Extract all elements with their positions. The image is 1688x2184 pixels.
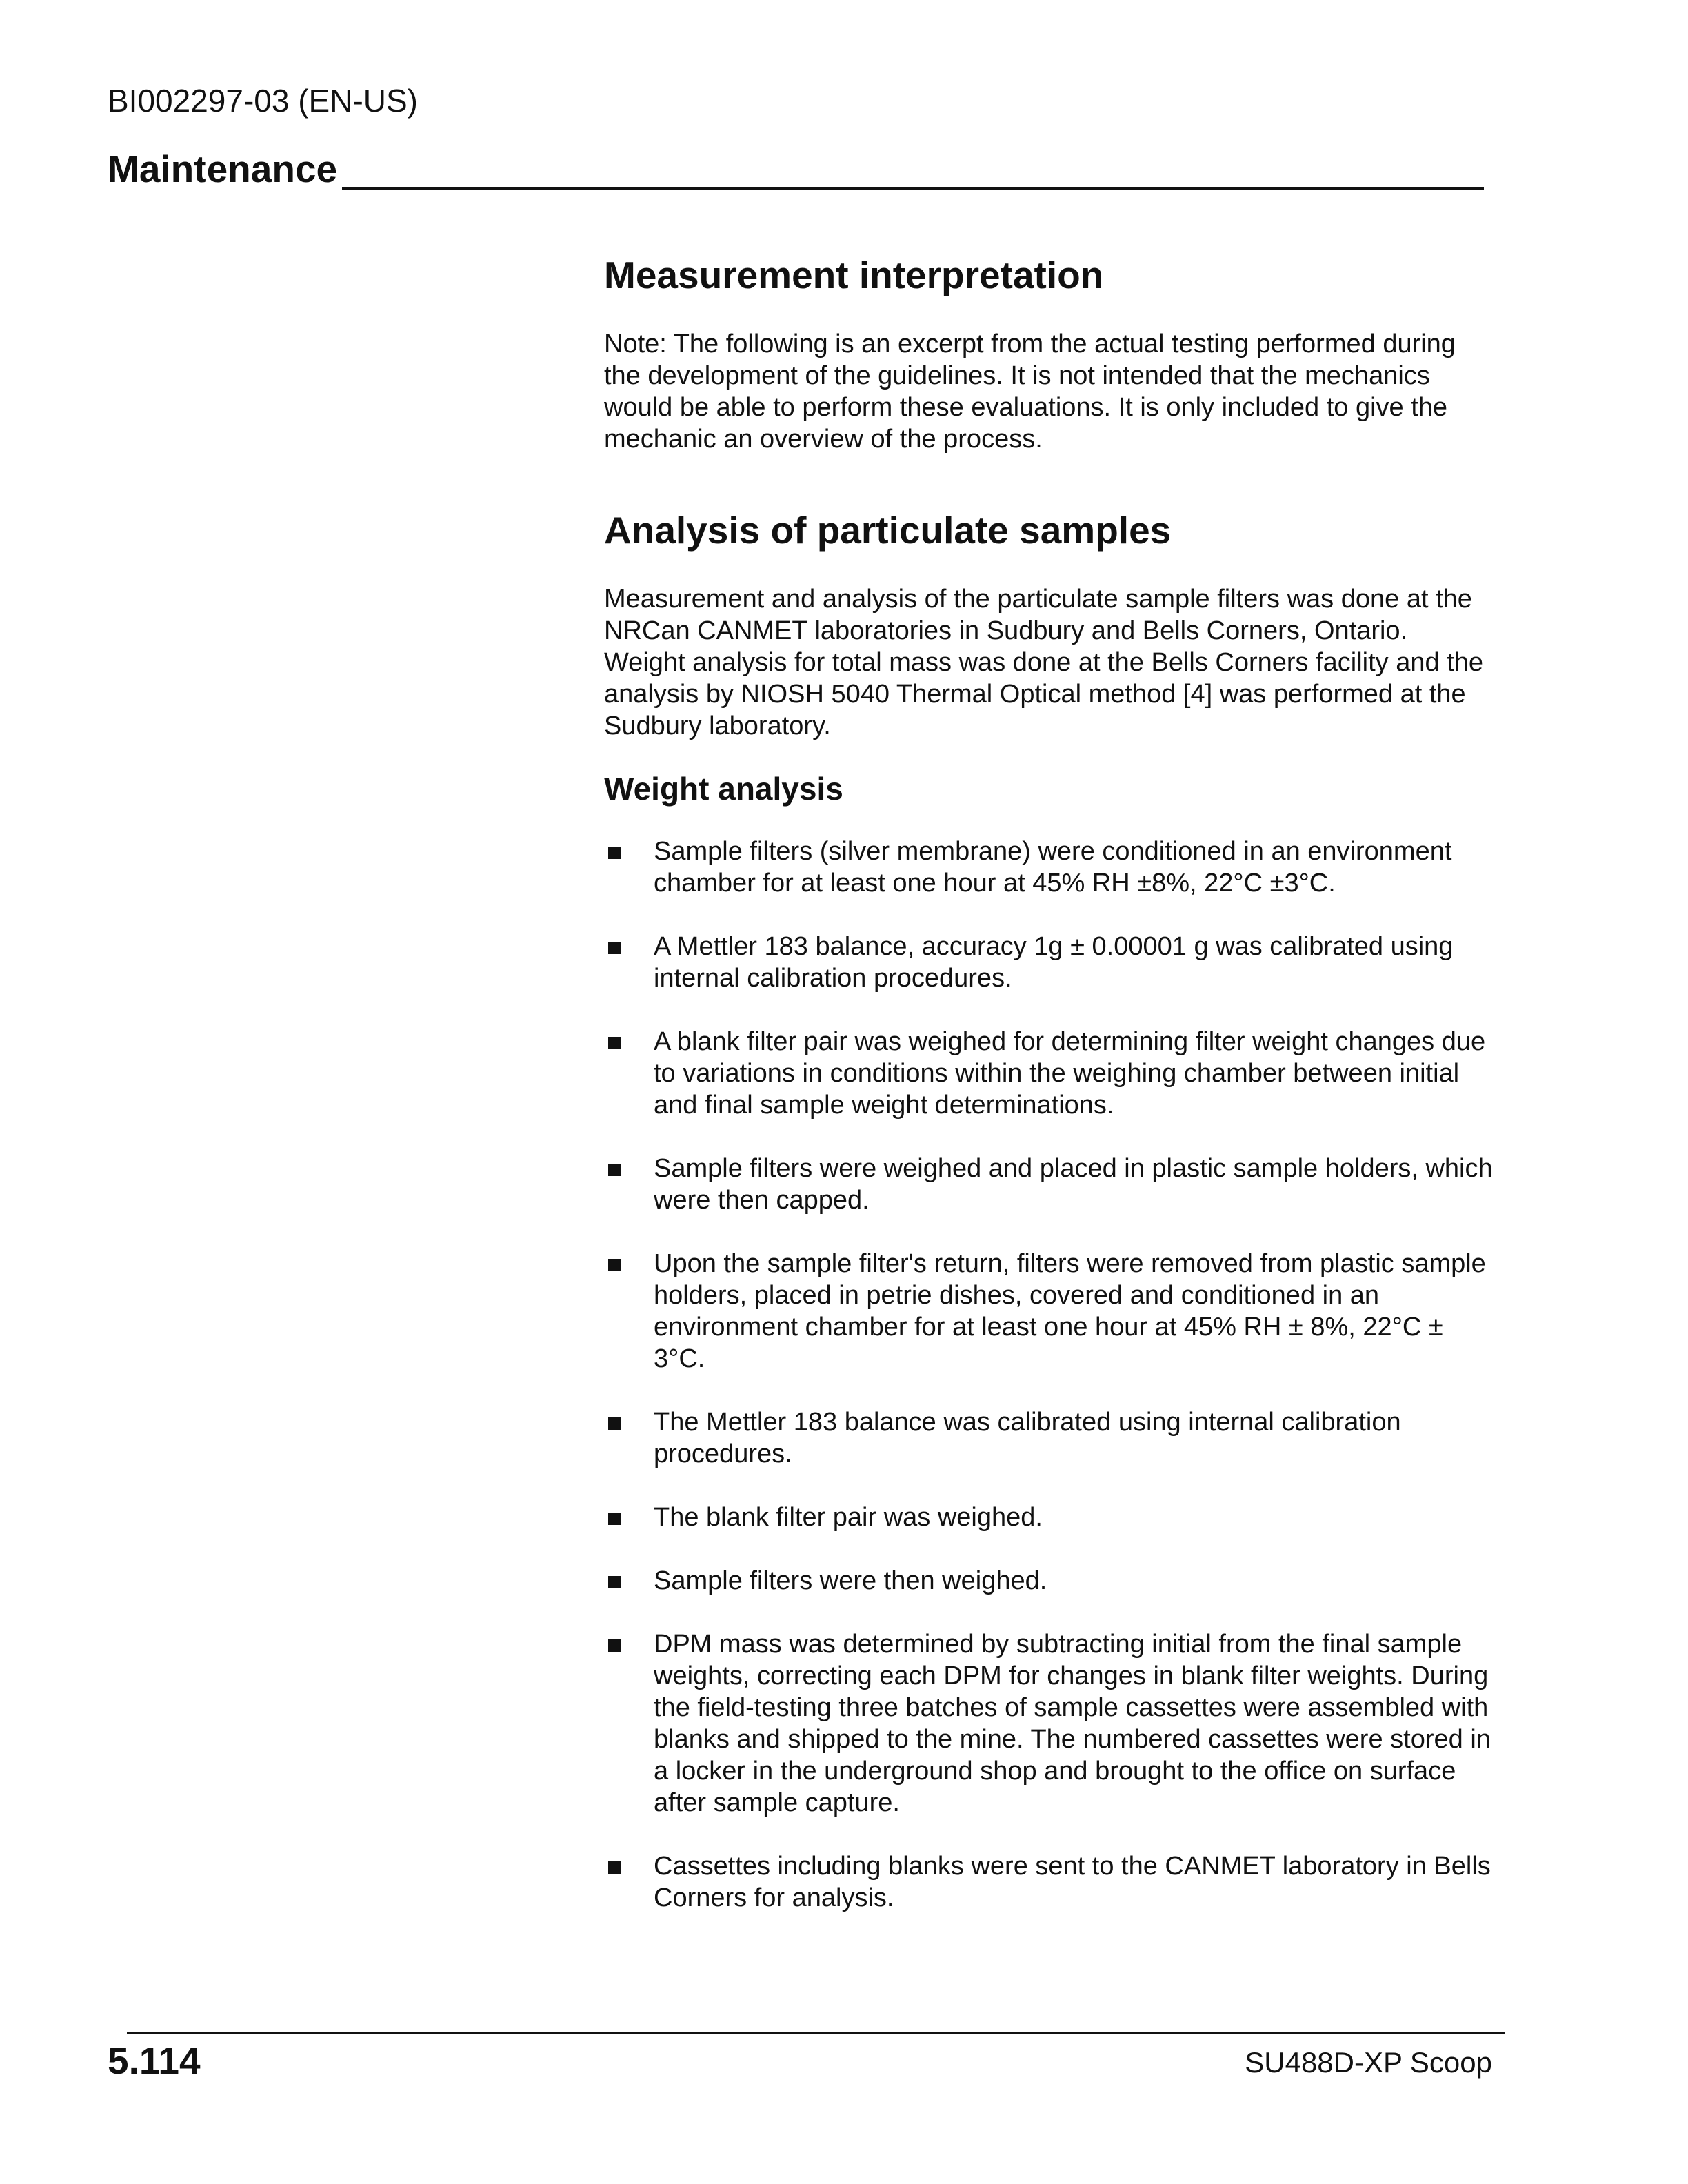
list-item-text: DPM mass was determined by subtracting initial from the final sample weights, correcting each DPM for changes in blank filter weights. During the field-testing three batches of sample cassettes were assembled with blanks and shipped to the mine. The numbered cassettes were stored in a locker in the underground shop and brought to the office on surface after sample capture. bbox=[654, 1630, 1491, 1817]
heading-weight-analysis: Weight analysis bbox=[604, 771, 843, 807]
section-title: Maintenance bbox=[108, 145, 340, 193]
list-item bbox=[604, 1153, 1494, 1216]
analysis-paragraph: Measurement and analysis of the particulate sample filters was done at the NRCan CANMET laboratories in Sudbury and Bells Corners, Ontario. Weight analysis for total mass was done at the Bells Corners facility and the analysis by NIOSH 5040 Thermal Optical method [4] was performed at the Sudbury laboratory. bbox=[604, 585, 1484, 740]
list-item bbox=[604, 1502, 1494, 1533]
list-item bbox=[604, 1406, 1494, 1470]
list-item bbox=[604, 1565, 1494, 1597]
note-paragraph: Note: The following is an excerpt from the actual testing performed during the development of the guidelines. It is not intended that the mechanics would be able to perform these evaluations. It is only included to give the mechanic an overview of the process. bbox=[604, 330, 1456, 454]
weight-analysis-list bbox=[604, 836, 1494, 1914]
list-item bbox=[604, 1628, 1494, 1819]
heading-measurement-interpretation: Measurement interpretation bbox=[604, 254, 1104, 296]
list-item-text: Sample filters (silver membrane) were conditioned in an environment chamber for at least one hour at 45% RH ±8%, 22°C ±3°C. bbox=[654, 837, 1452, 898]
square-bullet-icon bbox=[608, 1417, 621, 1430]
square-bullet-icon bbox=[608, 1164, 621, 1176]
heading-analysis-of-particulate-samples: Analysis of particulate samples bbox=[604, 509, 1172, 552]
main-content bbox=[604, 252, 1494, 1945]
list-item-text: Sample filters were then weighed. bbox=[654, 1566, 1047, 1595]
square-bullet-icon bbox=[608, 1259, 621, 1271]
section-header-rule bbox=[342, 187, 1484, 190]
product-name: SU488D-XP Scoop bbox=[1245, 2046, 1492, 2079]
square-bullet-icon bbox=[608, 942, 621, 954]
page-number: 5.114 bbox=[108, 2039, 201, 2082]
list-item bbox=[604, 1248, 1494, 1375]
list-item-text: Upon the sample filter's return, filters were removed from plastic sample holders, placed in petrie dishes, covered and conditioned in an environment chamber for at least one hour at 45% RH ± 8%, 22°C ± 3°C. bbox=[654, 1249, 1486, 1373]
section-header bbox=[108, 145, 1484, 193]
square-bullet-icon bbox=[608, 1861, 621, 1874]
list-item-text: The Mettler 183 balance was calibrated using internal calibration procedures. bbox=[654, 1408, 1401, 1468]
list-item-text: The blank filter pair was weighed. bbox=[654, 1503, 1043, 1532]
square-bullet-icon bbox=[608, 1576, 621, 1588]
document-id: BI002297-03 (EN-US) bbox=[108, 83, 418, 119]
footer-rule bbox=[127, 2032, 1505, 2034]
list-item bbox=[604, 1026, 1494, 1121]
list-item-text: A Mettler 183 balance, accuracy 1g ± 0.00001 g was calibrated using internal calibration procedures. bbox=[654, 932, 1454, 993]
list-item-text: Sample filters were weighed and placed in plastic sample holders, which were then capped. bbox=[654, 1154, 1493, 1215]
list-item-text: A blank filter pair was weighed for determining filter weight changes due to variations in conditions within the weighing chamber between initial and final sample weight determinations. bbox=[654, 1027, 1486, 1120]
list-item bbox=[604, 931, 1494, 994]
square-bullet-icon bbox=[608, 1513, 621, 1525]
square-bullet-icon bbox=[608, 847, 621, 859]
list-item bbox=[604, 836, 1494, 899]
list-item bbox=[604, 1850, 1494, 1914]
square-bullet-icon bbox=[608, 1639, 621, 1652]
square-bullet-icon bbox=[608, 1037, 621, 1049]
list-item-text: Cassettes including blanks were sent to the CANMET laboratory in Bells Corners for analysis. bbox=[654, 1852, 1491, 1912]
